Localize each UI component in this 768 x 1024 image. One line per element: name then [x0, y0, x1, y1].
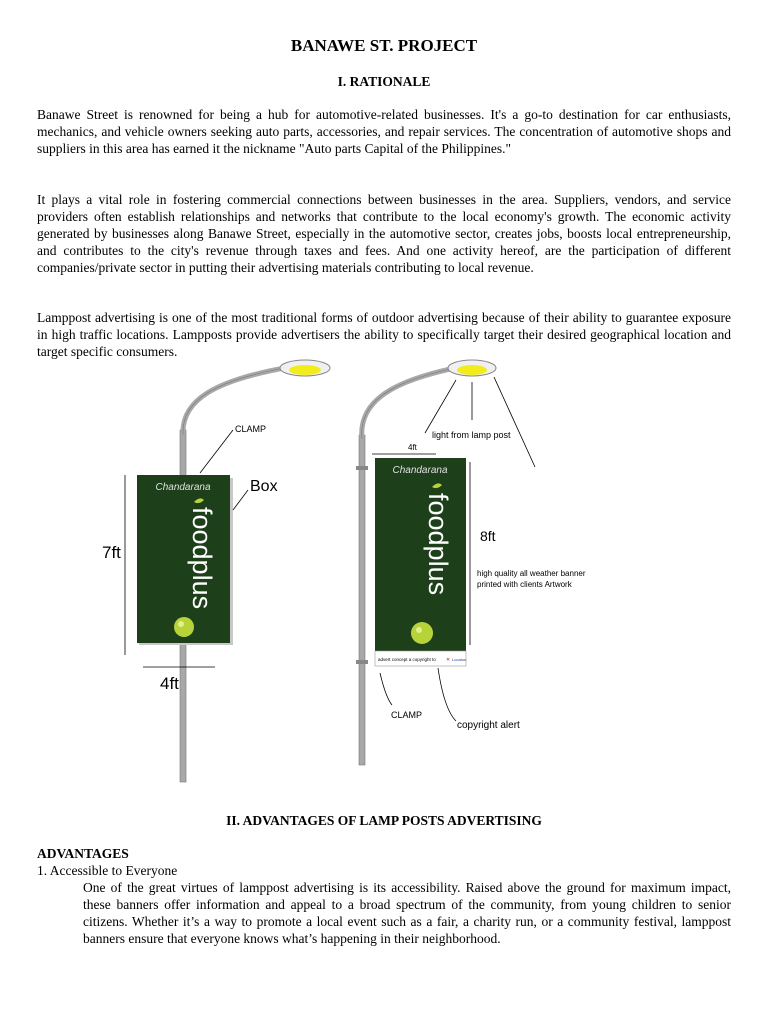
left-box-label: Box — [250, 478, 278, 495]
left-lamppost — [102, 360, 330, 782]
section-heading-advantages: II. ADVANTAGES OF LAMP POSTS ADVERTISING — [226, 813, 542, 828]
section-heading-rationale: I. RATIONALE — [337, 74, 431, 89]
left-banner-brand-main: foodplus — [187, 507, 217, 610]
right-height-label: 8ft — [480, 528, 496, 544]
right-width-label: 4ft — [408, 443, 417, 452]
right-banner-fruit-icon — [411, 622, 433, 644]
left-height-label: 7ft — [102, 543, 121, 562]
advantage-item-text: One of the great virtues of lamppost advertising is its accessibility. Raised above the ground for maximum impact, these banners offer information and appeal to a broad spectrum of the community, from young children to senior citizens. Whether it’s a way to promote a local event such as a fair, a charity run, or a community festival, lamppost banners ensure that everyone knows what’s happening in their neighborhood. — [83, 880, 731, 946]
left-banner-brand-top: Chandarana — [155, 482, 211, 493]
right-banner-note-1: high quality all weather banner — [477, 569, 586, 578]
right-lamp-arm — [362, 367, 460, 439]
right-copyright-label: copyright alert — [457, 720, 520, 731]
paragraph-1: Banawe Street is renowned for being a hub for automotive-related businesses. It's a go-to destination for car enthusiasts, mechanics, and vehicle owners seeking auto parts, accessories, and repair services. The concentration of automotive shops and suppliers in this area has earned it the nickname "Auto parts Capital of the Philippines." — [37, 107, 731, 156]
right-pole — [359, 435, 365, 765]
left-lamp-light — [289, 365, 321, 375]
svg-text:Locatus: Locatus — [452, 657, 467, 662]
right-banner-brand-top: Chandarana — [392, 465, 448, 476]
right-light-label: light from lamp post — [432, 430, 511, 440]
right-lamp-light — [457, 365, 487, 375]
left-clamp-label: CLAMP — [235, 424, 267, 434]
svg-text:✕: ✕ — [446, 657, 451, 663]
left-width-label: 4ft — [160, 674, 179, 693]
right-banner-brand-main: foodplus — [423, 493, 453, 596]
document-title: BANAWE ST. PROJECT — [290, 36, 478, 55]
left-banner-fruit-icon — [174, 617, 194, 637]
advantages-label: ADVANTAGES — [37, 846, 129, 861]
lamppost-illustration — [0, 355, 768, 785]
paragraph-3: Lamppost advertising is one of the most traditional forms of outdoor advertising because of their ability to guarantee exposure in high traffic locations. Lampposts provide advertisers the ability to specifically target their desired geographical location and target specific consumers. — [37, 310, 731, 359]
right-lamppost — [356, 360, 586, 765]
right-clamp-label: CLAMP — [391, 710, 423, 720]
paragraph-2: It plays a vital role in fostering commercial connections between businesses in the area. Suppliers, vendors, and service providers often establish relationships and networks that contribute to the local economy's growth. The economic activity generated by businesses along Banawe Street, especially in the automotive sector, creates jobs, boosts local entrepreneurship, and contributes to the city's revenue through taxes and fees. And one activity hereof, are the participation of different companies/private sector in putting their advertising materials contributing to local revenue. — [37, 192, 731, 275]
right-banner-note-2: printed with clients Artwork — [477, 580, 572, 589]
advantage-item-title: 1. Accessible to Everyone — [37, 863, 178, 878]
right-banner-footer-note: advert concept a copyright to — [378, 657, 436, 662]
